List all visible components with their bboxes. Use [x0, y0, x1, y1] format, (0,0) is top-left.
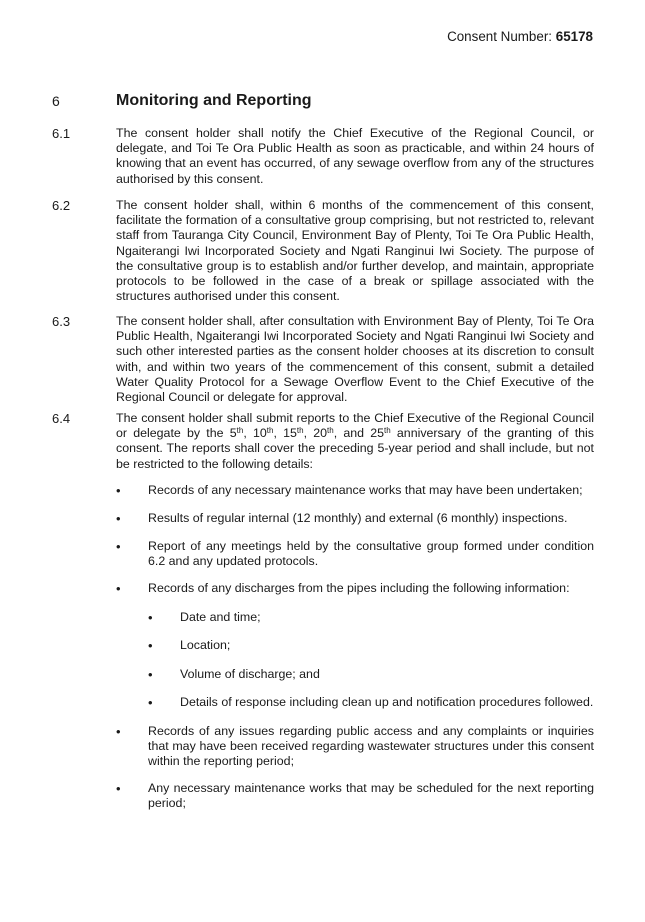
sub-list-item-text: Volume of discharge; and — [180, 667, 320, 681]
section-title: Monitoring and Reporting — [116, 92, 312, 109]
clause-6-2 — [52, 198, 594, 304]
bullet-icon: • — [116, 483, 121, 498]
list-item — [116, 581, 594, 596]
sub-list-item-text: Location; — [180, 638, 231, 652]
clause-text: The consent holder shall notify the Chief Executive of the Regional Council, or delegate, and Toi Te Ora Public Health as soon as practicable, and within 24 hours of knowing that an event has occurred, of any sewage overflow from any of the structures authorised by this consent. — [116, 126, 594, 186]
consent-number: 65178 — [555, 29, 593, 44]
consent-label: Consent Number: — [447, 29, 553, 44]
sub-list-item — [148, 667, 594, 682]
list-item-text: Records of any issues regarding public access and any complaints or inquiries that may have been received regarding wastewater structures under this consent within the reporting period; — [148, 724, 594, 769]
bullet-icon: • — [116, 511, 121, 526]
clause-6-3 — [52, 314, 594, 405]
list-item — [116, 781, 594, 811]
sub-list-item-text: Date and time; — [180, 610, 261, 624]
clause-number: 6.3 — [52, 314, 71, 329]
bullet-icon: • — [148, 638, 153, 653]
list-item-text: Report of any meetings held by the consultative group formed under condition 6.2 and any updated protocols. — [148, 539, 594, 569]
bullet-icon: • — [116, 581, 121, 596]
clause-6-1 — [52, 126, 594, 187]
sub-list-item — [148, 610, 594, 625]
clause-number: 6.1 — [52, 126, 71, 141]
clause-text: The consent holder shall, after consultation with Environment Bay of Plenty, Toi Te Ora Public Health, Ngaiterangi Iwi Incorporated Society and Ngati Ranginui Iwi Society and such other interested parties as the consent holder chooses at its discretion to consult with, and within two years of the commencement of this consent, submit a detailed Water Quality Protocol for a Sewage Overflow Event to the Chief Executive of the Regional Council or delegate for approval. — [116, 314, 594, 405]
list-item-text: Any necessary maintenance works that may be scheduled for the next reporting period; — [148, 781, 594, 811]
bullet-icon: • — [116, 539, 121, 554]
list-item — [116, 724, 594, 770]
clause-6-4 — [52, 411, 594, 472]
bullet-icon: • — [148, 667, 153, 682]
bullet-icon: • — [116, 724, 121, 739]
bullet-icon: • — [148, 610, 153, 625]
list-item — [116, 483, 594, 498]
bullet-icon: • — [116, 781, 121, 796]
list-item — [116, 539, 594, 569]
clause-number: 6.4 — [52, 411, 71, 426]
list-item — [116, 511, 594, 526]
sub-list-item-text: Details of response including clean up and notification procedures followed. — [180, 695, 594, 709]
consent-number-header — [447, 29, 593, 44]
list-item-text: Records of any discharges from the pipes including the following information: — [148, 581, 570, 595]
clause-text: The consent holder shall submit reports to the Chief Executive of the Regional Council or delegate by the 5th, 10th, 15th, 20th, and 25th anniversary of the granting of this consent. The reports shall cover the preceding 5-year period and shall include, but not be restricted to the following details: — [116, 411, 595, 471]
clause-number: 6.2 — [52, 198, 71, 213]
sub-list-item — [148, 695, 594, 710]
clause-text: The consent holder shall, within 6 months of the commencement of this consent, facilitate the formation of a consultative group comprising, but not restricted to, relevant staff from Tauranga City Council, Environment Bay of Plenty, Toi Te Ora Public Health, Ngaiterangi Iwi Incorporated Society and Ngati Ranginui Iwi Society. The purpose of the consultative group is to establish and/or further develop, and maintain, appropriate protocols to be followed in the case of a break or spillage associated with the structures authorised under this consent. — [116, 198, 594, 304]
sub-list-item — [148, 638, 594, 653]
list-item-text: Results of regular internal (12 monthly) and external (6 monthly) inspections. — [148, 511, 568, 525]
bullet-icon: • — [148, 695, 153, 710]
list-item-text: Records of any necessary maintenance works that may have been undertaken; — [148, 483, 583, 497]
section-number: 6 — [52, 93, 60, 109]
